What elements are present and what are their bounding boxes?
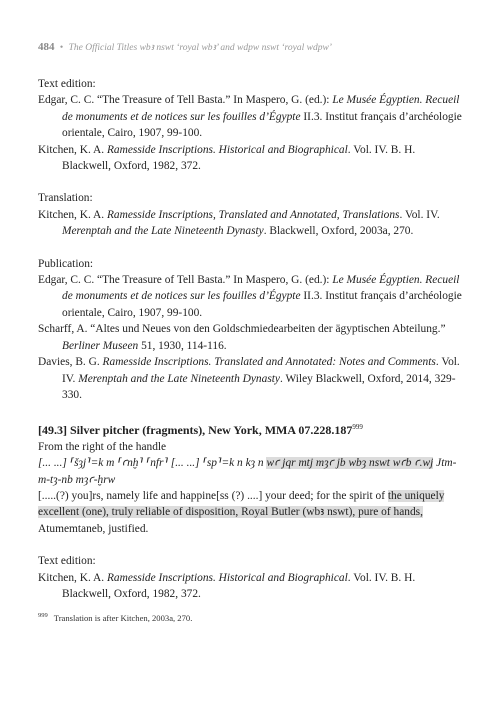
ref-title: Ramesside Inscriptions, Translated and Annotated, Translations xyxy=(106,208,400,221)
ref-text: Edgar, C. C. “The Treasure of Tell Basta.” In Maspero, G. (ed.): xyxy=(38,274,333,287)
ref-text: II.3. Institut français d’archéologie orientale, Cairo, 1907, 99-100. xyxy=(62,110,462,140)
text-edition-label: Text edition: xyxy=(38,78,96,90)
ref-text: . Wiley Blackwell, Oxford, 2014, 329-330. xyxy=(62,372,456,401)
text-edition-block xyxy=(38,553,462,602)
header-separator: • xyxy=(59,43,64,53)
ref-title: Ramesside Inscriptions. Historical and Biographical xyxy=(106,143,348,156)
publication-block xyxy=(38,256,462,404)
ref-text: . Vol. IV. B. H. Blackwell, Oxford, 1982, 372. xyxy=(62,571,416,600)
translation-highlight: the uniquely excellent (one), truly reliable of disposition, Royal Butler (wbꜣ nswt), xyxy=(38,489,445,519)
translation-highlight: pure of hands, xyxy=(355,506,423,519)
translation-plain: Atumemtaneb, justified. xyxy=(38,522,149,535)
ref-text: II.3. Institut français d’archéologie orientale, Cairo, 1907, 99-100. xyxy=(62,290,462,319)
ref-title: Merenptah and the Late Nineteenth Dynasty xyxy=(78,372,280,385)
section-intro: From the right of the handle xyxy=(38,440,167,453)
footnote-marker: 999 xyxy=(38,612,48,619)
reference-entry xyxy=(38,321,462,354)
reference-entry xyxy=(38,207,462,240)
translit-text: [... ...] ⸢šȝj⸣=k m ⸢ꜥnḫ⸣ ⸢nfr⸣ [... ...] ⸢sp⸣=k n kȝ n xyxy=(38,457,267,470)
running-title: The Official Titles wbꜣ nswt ‘royal wbꜣ’ and wdpw nswt ‘royal wdpw’ xyxy=(68,43,332,53)
ref-text: . Vol. IV. xyxy=(399,208,440,221)
footnote-ref: 999 xyxy=(352,423,363,432)
running-header xyxy=(38,41,458,53)
footnote-text: Translation is after Kitchen, 2003a, 270. xyxy=(53,612,193,623)
ref-text: 51, 1930, 114-116. xyxy=(138,339,227,352)
text-edition-label: Text edition: xyxy=(38,555,96,568)
ref-text: Kitchen, K. A. xyxy=(38,571,107,584)
ref-title: Berliner Museen xyxy=(62,339,139,352)
translit-text: Jtm-m-tȝ-nb mȝꜥ-ḫrw xyxy=(38,457,457,486)
translit-highlight: wꜥ jqr mtj mȝꜥ jb wbȝ nswt wꜥb ꜥ.wj xyxy=(266,457,434,470)
ref-text: Edgar, C. C. “The Treasure of Tell Basta.” In Maspero, G. (ed.): xyxy=(38,94,333,107)
translation-label: Translation: xyxy=(38,192,93,205)
ref-text: . Vol. IV. xyxy=(62,356,460,385)
ref-text: Kitchen, K. A. xyxy=(38,143,107,156)
page-number: 484 xyxy=(38,41,55,53)
page-body xyxy=(38,76,462,618)
section-title: [49.3] Silver pitcher (fragments), New York, MMA 07.228.187 xyxy=(38,423,353,438)
ref-text: Davies, B. G. xyxy=(38,356,103,369)
reference-entry xyxy=(38,142,462,175)
ref-title: Ramesside Inscriptions. Translated and Annotated: Notes and Comments xyxy=(102,356,436,369)
ref-text: Kitchen, K. A. xyxy=(38,208,107,221)
ref-title: Le Musée Égyptien. Recueil de monuments et de notices sur les fouilles d’Égypte xyxy=(62,274,460,303)
publication-label: Publication: xyxy=(38,257,94,270)
ref-text: Scharff, A. “Altes und Neues von den Goldschmiedearbeiten der ägyptischen Abteilung.” xyxy=(38,323,446,336)
transliteration xyxy=(38,455,462,488)
ref-title: Ramesside Inscriptions. Historical and Biographical xyxy=(106,571,348,584)
footnote xyxy=(38,612,192,623)
translation-plain: [.....(?) you]rs, namely life and happine[ss (?) ....] your deed; for the spirit of xyxy=(38,489,388,502)
object-section xyxy=(38,419,462,537)
text-edition-block xyxy=(38,76,462,174)
reference-entry xyxy=(38,354,462,403)
reference-entry xyxy=(38,570,462,603)
reference-entry xyxy=(38,92,462,141)
ref-text: . Blackwell, Oxford, 2003a, 270. xyxy=(263,225,414,238)
translation-block xyxy=(38,190,462,239)
ref-title: Merenptah and the Late Nineteenth Dynasty xyxy=(62,225,264,238)
section-heading xyxy=(38,419,462,438)
translation-text xyxy=(38,488,462,537)
ref-title: Le Musée Égyptien. Recueil de monuments et de notices sur les fouilles d’Égypte xyxy=(62,94,460,123)
ref-text: . Vol. IV. B. H. Blackwell, Oxford, 1982, 372. xyxy=(62,143,416,173)
reference-entry xyxy=(38,272,462,321)
